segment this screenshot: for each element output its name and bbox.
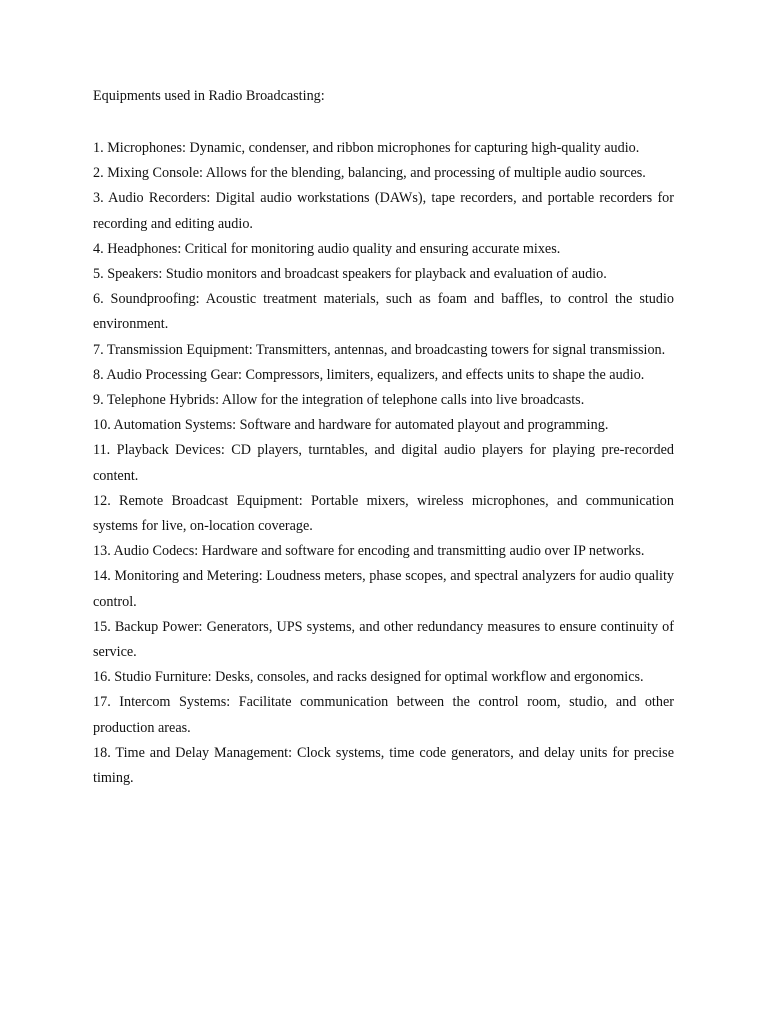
list-item: 14. Monitoring and Metering: Loudness meters, phase scopes, and spectral analyzers for audio quality control. — [93, 568, 674, 610]
list-item: 11. Playback Devices: CD players, turntables, and digital audio players for playing pre-recorded content. — [93, 442, 674, 484]
list-item: 1. Microphones: Dynamic, condenser, and ribbon microphones for capturing high-quality audio. — [93, 140, 640, 156]
list-item: 18. Time and Delay Management: Clock systems, time code generators, and delay units for precise timing. — [93, 744, 674, 787]
list-item: 10. Automation Systems: Software and hardware for automated playout and programming. — [93, 417, 609, 434]
document-title: Equipments used in Radio Broadcasting: — [93, 88, 325, 104]
document-page — [93, 86, 674, 791]
list-item: 17. Intercom Systems: Facilitate communication between the control room, studio, and other production areas. — [93, 694, 674, 736]
list-item: 5. Speakers: Studio monitors and broadcast speakers for playback and evaluation of audio. — [93, 266, 607, 283]
list-item: 13. Audio Codecs: Hardware and software for encoding and transmitting audio over IP networks. — [93, 543, 645, 560]
list-item: 7. Transmission Equipment: Transmitters, antennas, and broadcasting towers for signal transmission. — [93, 341, 666, 358]
equipment-list — [93, 136, 674, 791]
list-item: 8. Audio Processing Gear: Compressors, limiters, equalizers, and effects units to shape the audio. — [93, 366, 645, 383]
list-item: 3. Audio Recorders: Digital audio workstations (DAWs), tape recorders, and portable recorders for recording and editing audio. — [93, 190, 674, 232]
list-item: 15. Backup Power: Generators, UPS systems, and other redundancy measures to ensure continuity of service. — [93, 618, 674, 661]
list-item: 12. Remote Broadcast Equipment: Portable mixers, wireless microphones, and communication systems for live, on-location coverage. — [93, 492, 674, 535]
list-item: 16. Studio Furniture: Desks, consoles, and racks designed for optimal workflow and ergonomics. — [93, 669, 644, 686]
list-item: 6. Soundproofing: Acoustic treatment materials, such as foam and baffles, to control the studio environment. — [93, 291, 674, 333]
list-item: 4. Headphones: Critical for monitoring audio quality and ensuring accurate mixes. — [93, 240, 561, 257]
list-item: 2. Mixing Console: Allows for the blending, balancing, and processing of multiple audio sources. — [93, 165, 646, 182]
list-item: 9. Telephone Hybrids: Allow for the integration of telephone calls into live broadcasts. — [93, 392, 585, 409]
